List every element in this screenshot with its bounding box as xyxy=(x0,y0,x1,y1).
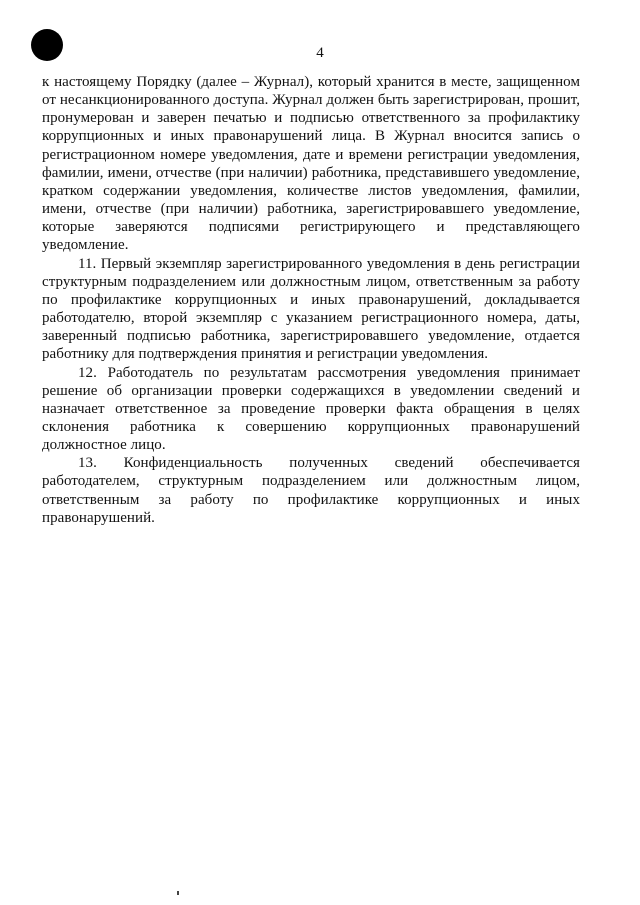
document-body xyxy=(42,73,580,527)
paragraph-continuation: к настоящему Порядку (далее – Журнал), который хранится в месте, защищенном от несанкционированного доступа. Журнал должен быть зарегистрирован, прошит, пронумерован и заверен печатью и подписью ответственного за профилактику коррупционных и иных правонарушений лица. В Журнал вносится запись о регистрационном номере уведомления, дате и времени регистрации уведомления, фамилии, имени, отчестве (при наличии) работника, представившего уведомление, кратком содержании уведомления, количестве листов уведомления, фамилии, имени, отчестве (при наличии) работника, зарегистрировавшего уведомление, которые заверяются подписями регистрирующего и представляющего уведомление. xyxy=(42,74,580,254)
paragraph-11: 11. Первый экземпляр зарегистрированного уведомления в день регистрации структурным подразделением или должностным лицом, ответственным за работу по профилактике коррупционных и иных правонарушений, докладывается работодателю, второй экземпляр с указанием регистрационного номера, даты, заверенный подписью работника, зарегистрировавшего уведомление, отдается работнику для подтверждения принятия и регистрации уведомления. xyxy=(42,255,580,363)
paragraph-13: 13. Конфиденциальность полученных сведений обеспечивается работодателем, структурным подразделением или должностным лицом, ответственным за работу по профилактике коррупционных и иных правонарушений. xyxy=(42,455,580,526)
scan-artifact-mark xyxy=(177,891,179,895)
page-number: 4 xyxy=(316,45,324,61)
paragraph-12: 12. Работодатель по результатам рассмотрения уведомления принимает решение об организации проверки содержащихся в уведомлении сведений и назначает ответственное за проведение проверки факта обращения в целях склонения работника к совершению коррупционных правонарушений должностное лицо. xyxy=(42,364,580,454)
